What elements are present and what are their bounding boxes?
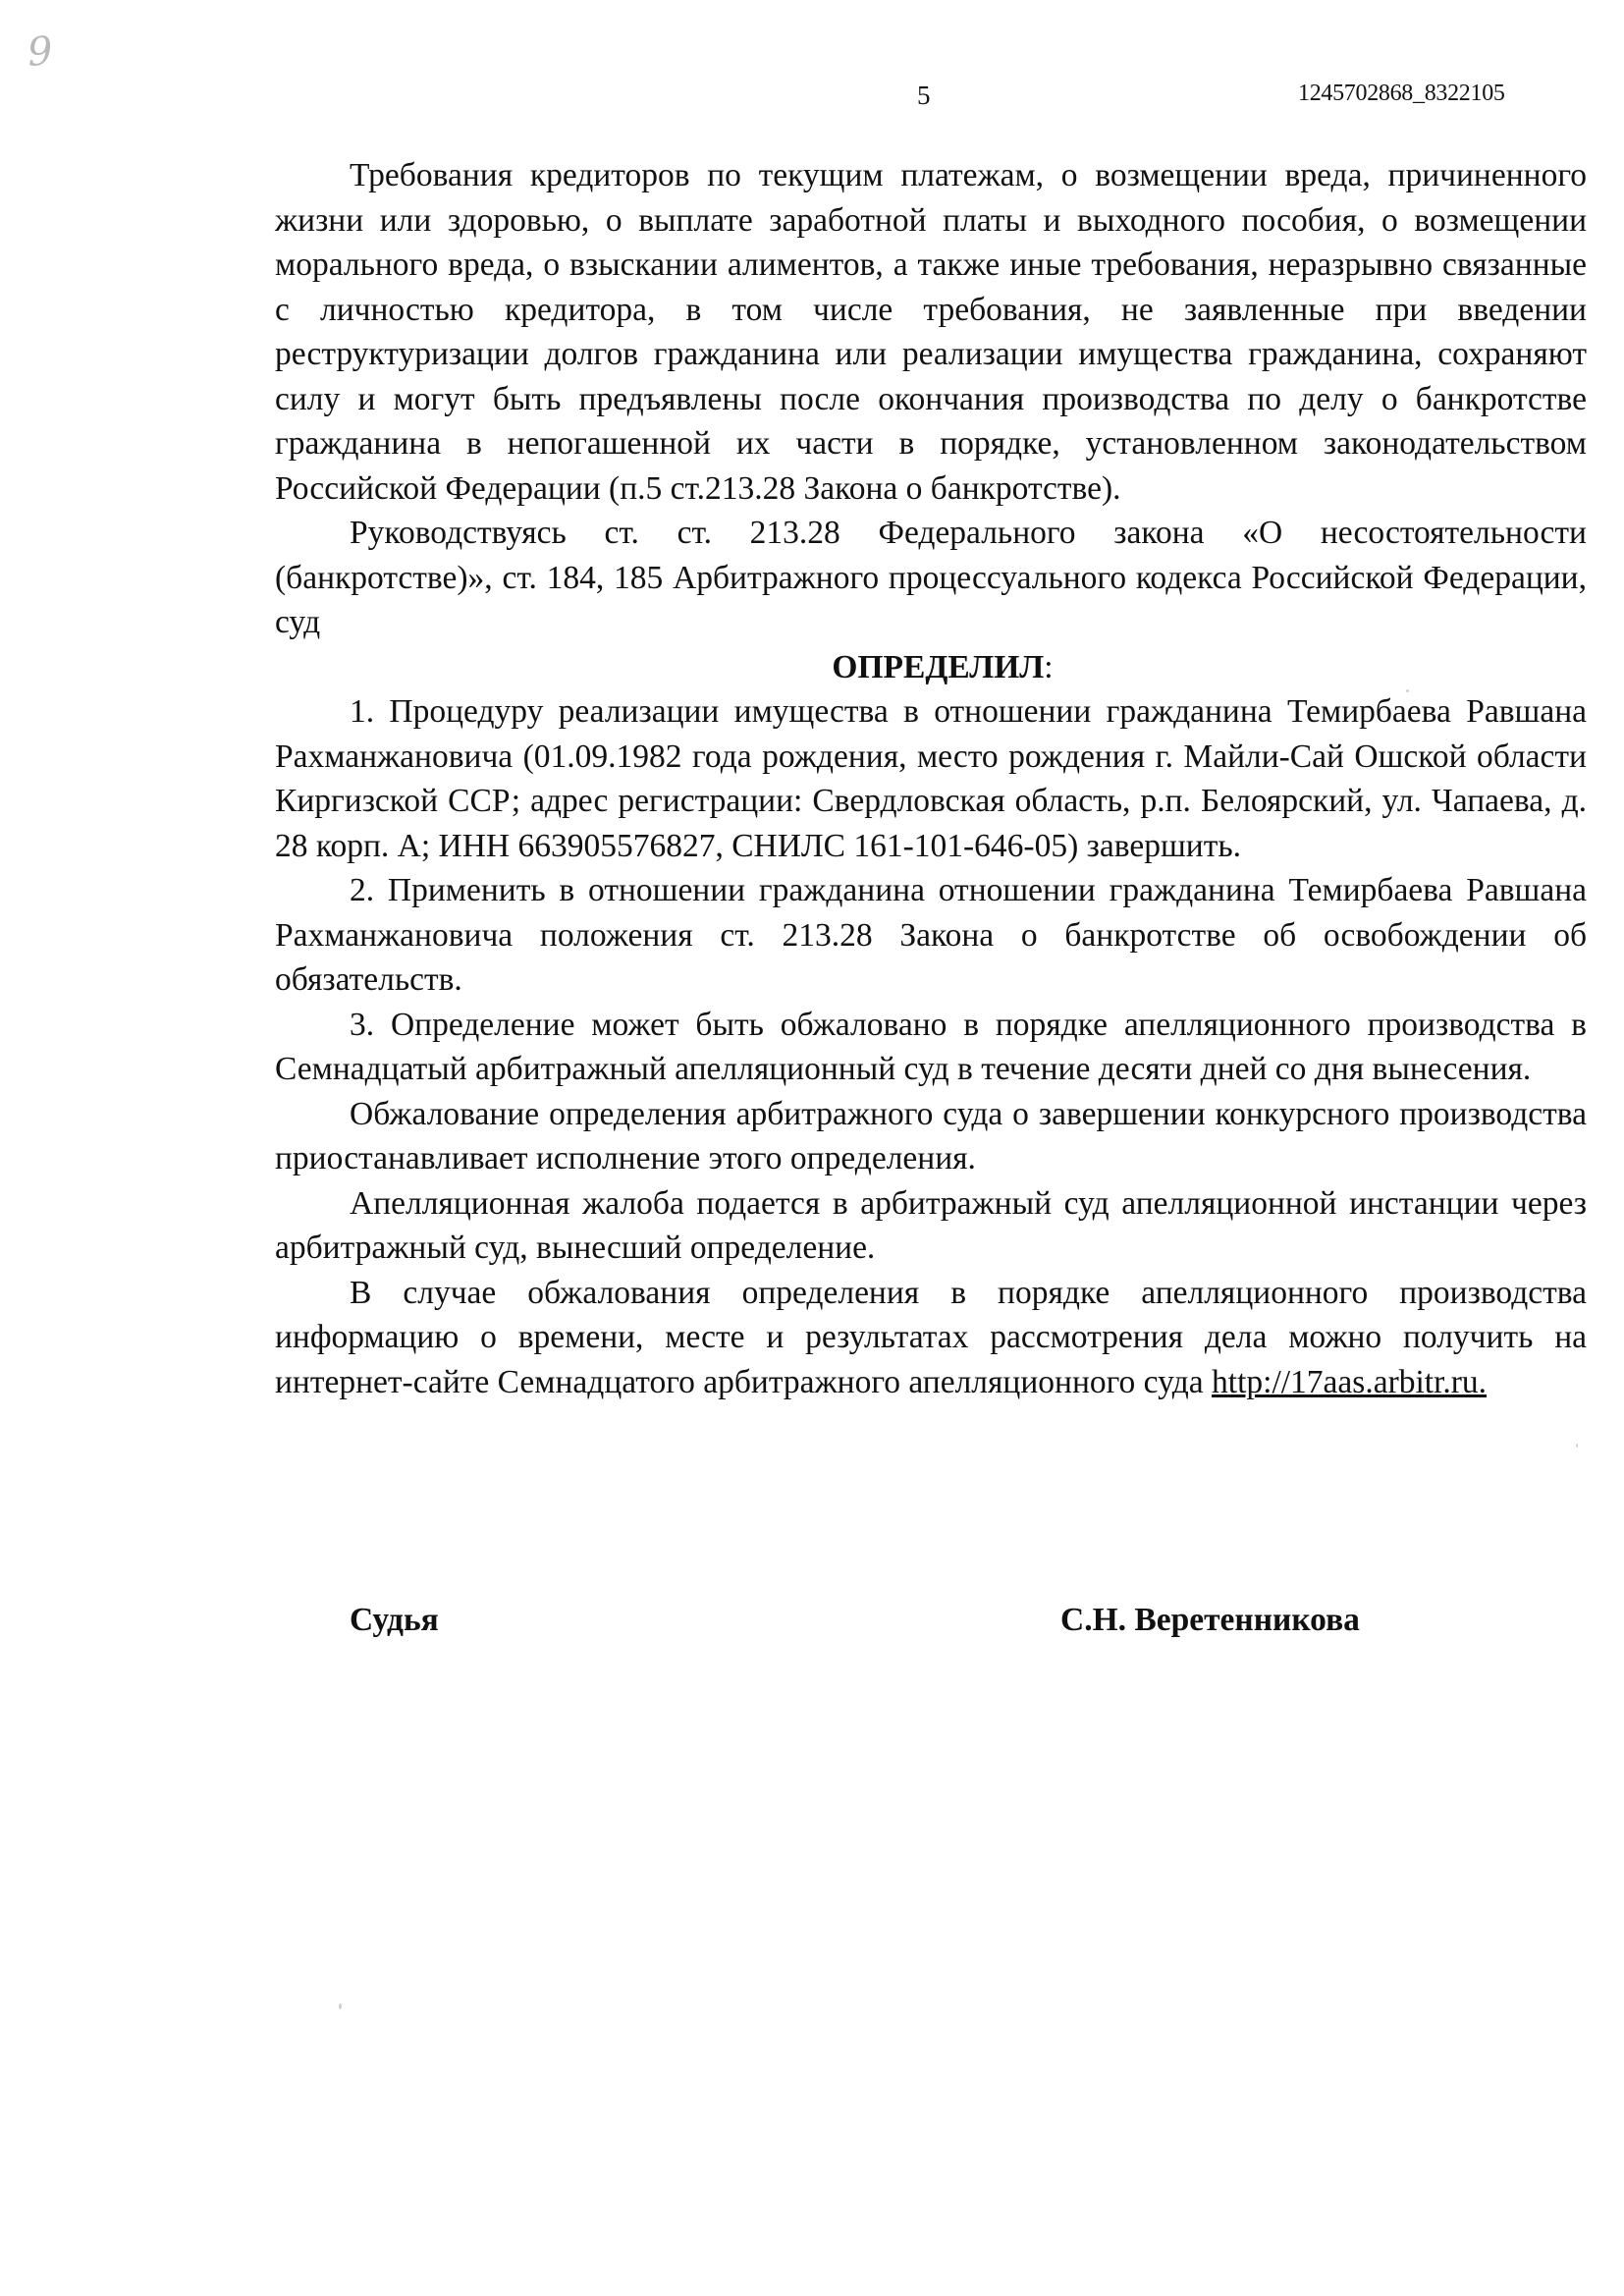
ruling-heading [275,645,1587,690]
paragraph-appeal-filing: Апелляционная жалоба подается в арбитражный суд апелляционной инстанции через арбитражный суд, вынесший определение. [275,1184,1587,1266]
court-website-link[interactable]: http://17aas.arbitr.ru. [1212,1363,1488,1400]
paragraph-appeal-info [275,1271,1587,1405]
page-number: 5 [917,81,931,110]
paragraph-creditors-claims: Требования кредиторов по текущим платежам, о возмещении вреда, причиненного жизни или здоровью, о выплате заработной платы и выходного пособия, о возмещении морального вреда, о взыскании алиментов, а также иные требования, неразрывно связанные с личностью кредитора, в том числе требования, не заявленные при введении реструктуризации долгов гражданина или реализации имущества гражданина, сохраняют силу и могут быть предъявлены после окончания производства по делу о банкротстве гражданина в непогашенной их части в порядке, установленном законодательством Российской Федерации (п.5 ст.213.28 Закона о банкротстве). [275,157,1587,507]
ruling-heading-text: ОПРЕДЕЛИЛ [832,648,1045,685]
judge-name: С.Н. Веретенникова [1060,1602,1360,1638]
scan-speck [1576,1444,1578,1448]
document-body [275,153,1587,1404]
paragraph-legal-basis: Руководствуясь ст. ст. 213.28 Федерального закона «О несостоятельности (банкротстве)», ст. 184, 185 Арбитражного процессуального кодекса Российской Федерации, суд [275,515,1587,640]
ruling-item-1: 1. Процедуру реализации имущества в отношении гражданина Темирбаева Равшана Рахманжановича (01.09.1982 года рождения, место рождения г. Майли-Сай Ошской области Киргизской ССР; адрес регистрации: Свердловская область, р.п. Белоярский, ул. Чапаева, д. 28 корп. А; ИНН 663905576827, СНИЛС 161-101-646-05) завершить. [275,693,1587,864]
ruling-item-3: 3. Определение может быть обжаловано в порядке апелляционного производства в Семнадцатый арбитражный апелляционный суд в течение десяти дней со дня вынесения. [275,1006,1587,1087]
paragraph-appeal-suspends: Обжалование определения арбитражного суда о завершении конкурсного производства приостанавливает исполнение этого определения. [275,1095,1587,1176]
appeal-info-text: В случае обжалования определения в порядке апелляционного производства информацию о времени, месте и результатах рассмотрения дела можно получить на интернет-сайте Семнадцатого арбитражного апелляционного суда [275,1274,1587,1400]
ruling-item-2: 2. Применить в отношении гражданина отношении гражданина Темирбаева Равшана Рахманжановича положения ст. 213.28 Закона о банкротстве об освобождении об обязательств. [275,872,1587,998]
scan-speck [339,2003,342,2009]
ruling-heading-colon: : [1044,648,1054,685]
scan-speck [1406,689,1409,692]
document-id: 1245702868_8322105 [1298,81,1505,106]
handwritten-page-mark: 9 [26,28,55,76]
signature-title: Судья [350,1602,439,1638]
